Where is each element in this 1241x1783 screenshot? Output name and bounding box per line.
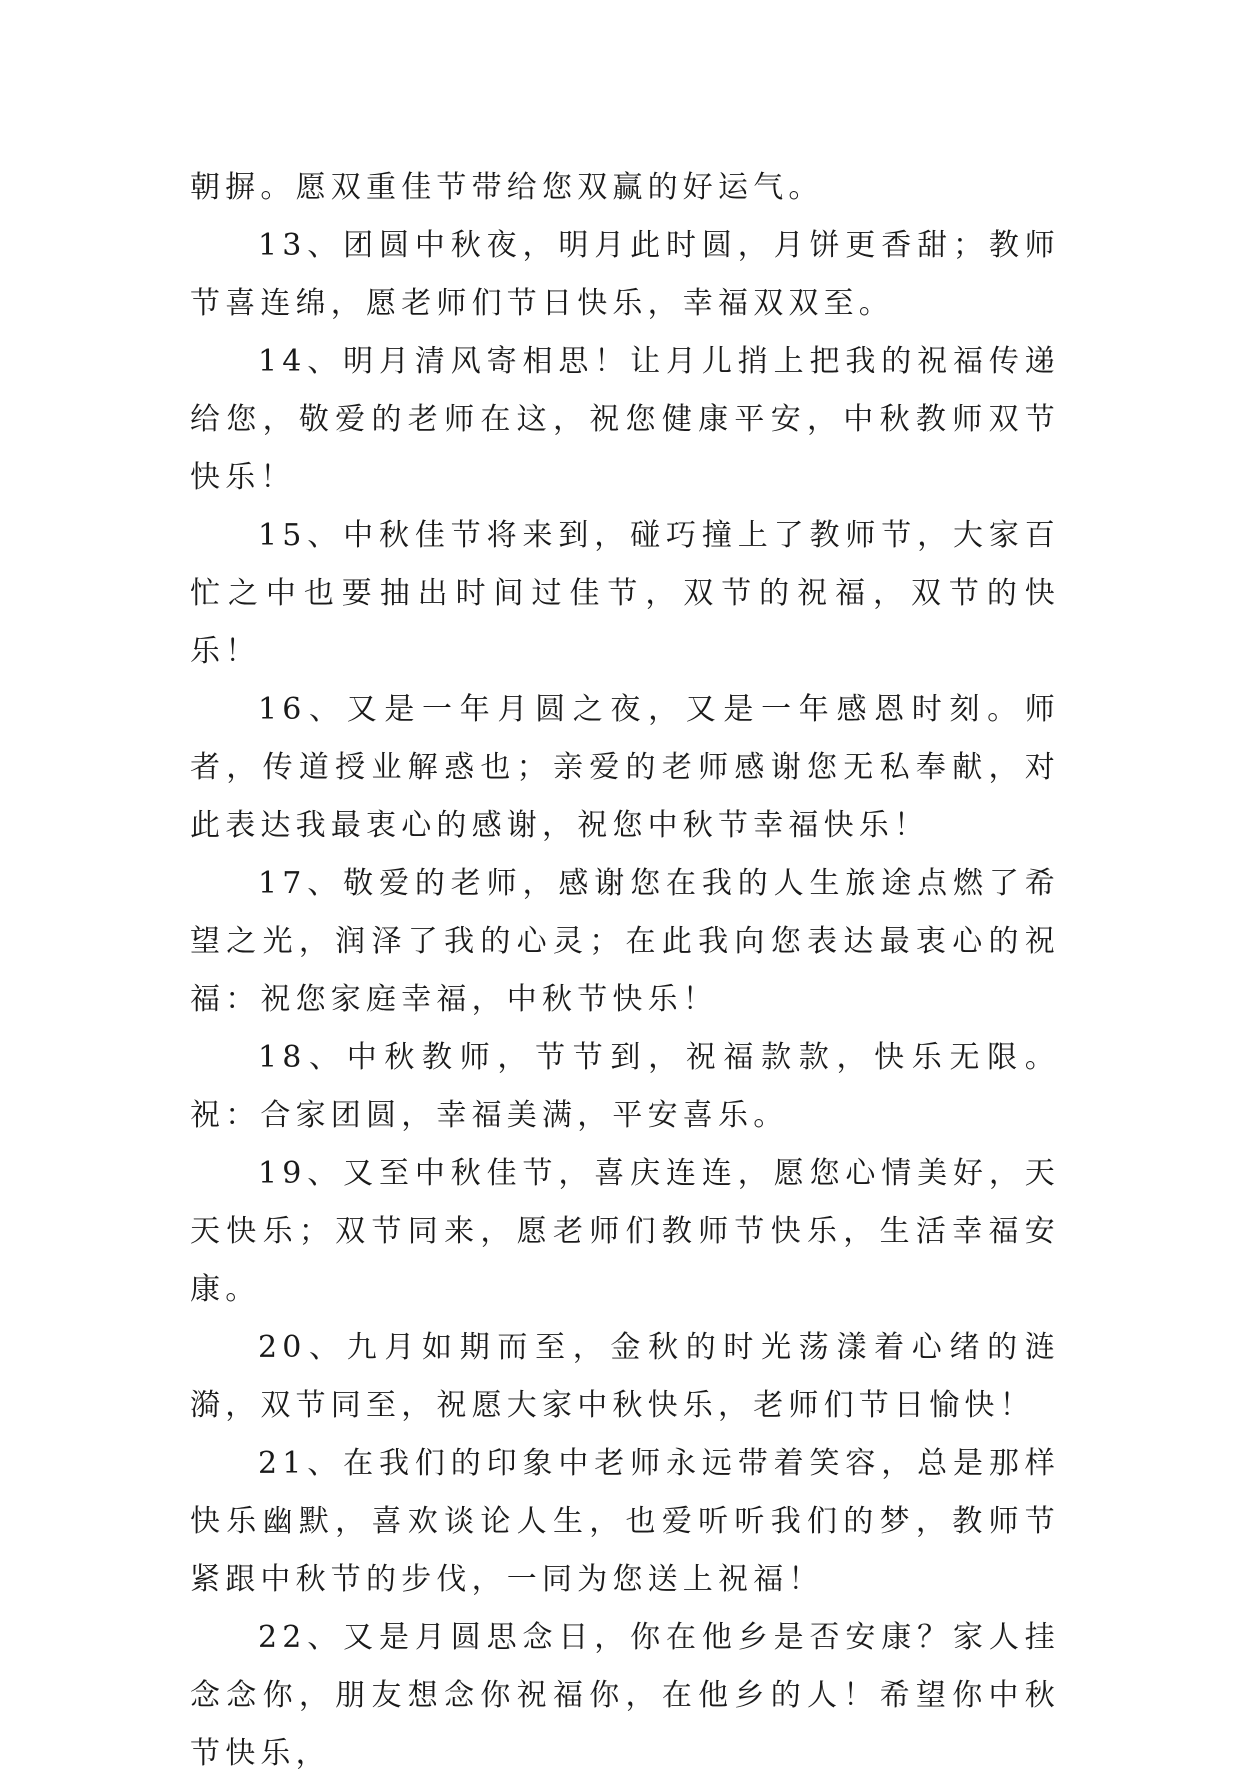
paragraph-21: 21、在我们的印象中老师永远带着笑容，总是那样快乐幽默，喜欢谈论人生，也爱听听我们的梦，教师节紧跟中秋节的步伐，一同为您送上祝福！ [190, 1446, 1060, 1597]
paragraph-16: 16、又是一年月圆之夜，又是一年感恩时刻。师者，传道授业解惑也；亲爱的老师感谢您无私奉献，对此表达我最衷心的感谢，祝您中秋节幸福快乐！ [190, 692, 1060, 843]
paragraph-17: 17、敬爱的老师，感谢您在我的人生旅途点燃了希望之光，润泽了我的心灵；在此我向您表达最衷心的祝福：祝您家庭幸福，中秋节快乐！ [190, 866, 1060, 1017]
document-body [190, 159, 1060, 1783]
paragraph-22: 22、又是月圆思念日，你在他乡是否安康？家人挂念念你，朋友想念你祝福你，在他乡的人！希望你中秋节快乐， [190, 1620, 1060, 1771]
paragraph-15: 15、中秋佳节将来到，碰巧撞上了教师节，大家百忙之中也要抽出时间过佳节，双节的祝福，双节的快乐！ [190, 518, 1060, 669]
paragraph-14: 14、明月清风寄相思！让月儿捎上把我的祝福传递给您，敬爱的老师在这，祝您健康平安，中秋教师双节快乐！ [190, 344, 1060, 495]
paragraph-continuation: 朝摒。愿双重佳节带给您双赢的好运气。 [190, 170, 824, 205]
paragraph-19: 19、又至中秋佳节，喜庆连连，愿您心情美好，天天快乐；双节同来，愿老师们教师节快乐，生活幸福安康。 [190, 1156, 1060, 1307]
paragraph-20: 20、九月如期而至，金秋的时光荡漾着心绪的涟漪，双节同至，祝愿大家中秋快乐，老师们节日愉快！ [190, 1330, 1060, 1423]
paragraph-13: 13、团圆中秋夜，明月此时圆，月饼更香甜；教师节喜连绵，愿老师们节日快乐，幸福双双至。 [190, 228, 1060, 321]
paragraph-18: 18、中秋教师，节节到，祝福款款，快乐无限。祝：合家团圆，幸福美满，平安喜乐。 [190, 1040, 1060, 1133]
